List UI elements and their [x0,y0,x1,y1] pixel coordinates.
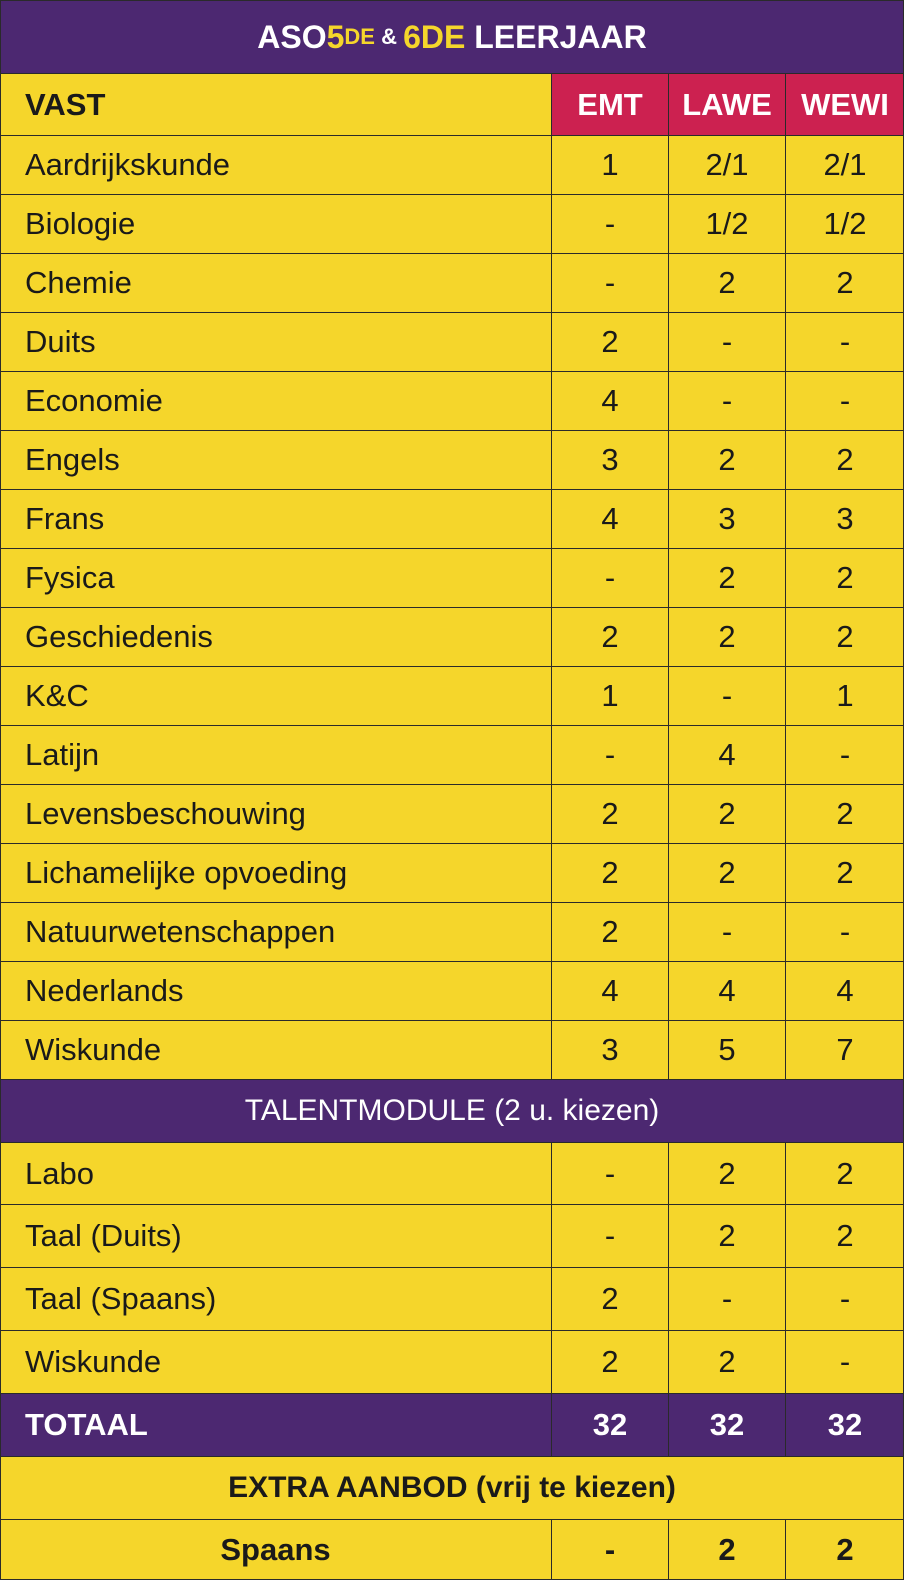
wewi-cell: 1/2 [823,206,867,241]
emt-cell: 2 [552,903,669,961]
wewi-cell: 2 [836,560,854,595]
title-number-6: 6 [403,18,421,55]
lawe-cell: 2 [669,549,786,607]
subject-cell: Nederlands [0,962,552,1020]
lawe-cell: 2 [669,785,786,843]
subject-cell: Economie [0,372,552,430]
emt-cell: - [552,726,669,784]
subject-cell: Wiskunde [0,1021,552,1079]
wewi-cell: 2 [836,619,854,654]
wewi-cell: 7 [836,1032,854,1067]
lawe-cell: - [669,667,786,725]
subject-cell: Aardrijkskunde [0,136,552,194]
talentmodule-label: TALENTMODULE (2 u. kiezen) [244,1094,660,1127]
subject-cell: Natuurwetenschappen [0,903,552,961]
extra-aanbod-header [0,1457,904,1520]
emt-cell: - [552,1520,669,1580]
table-row [0,1331,904,1394]
emt-cell: 2 [552,785,669,843]
table-row [0,962,904,1021]
table-row [0,490,904,549]
lawe-cell: 2 [669,431,786,489]
lawe-cell: 4 [669,726,786,784]
subject-cell: Geschiedenis [0,608,552,666]
total-label: TOTAAL [0,1394,552,1456]
wewi-cell: - [839,914,851,949]
wewi-cell: - [839,1281,851,1316]
title-part2: LEERJAAR [465,18,647,55]
emt-cell: 4 [552,490,669,548]
header-emt: EMT [552,74,669,135]
extra-row [0,1520,904,1580]
table-row [0,136,904,195]
wewi-cell: 4 [836,973,854,1008]
subject-cell: Lichamelijke opvoeding [0,844,552,902]
table-row [0,254,904,313]
table-row [0,903,904,962]
wewi-cell: 2 [836,1532,854,1567]
table-row [0,1143,904,1205]
table-row [0,431,904,490]
wewi-cell: - [839,737,851,772]
subject-cell: Chemie [0,254,552,312]
wewi-cell: 2 [836,796,854,831]
wewi-cell: 2 [836,1218,854,1253]
subject-cell: K&C [0,667,552,725]
title-suffix-2: DE [420,18,466,55]
emt-cell: - [552,1143,669,1204]
lawe-cell: 1/2 [669,195,786,253]
total-wewi: 32 [827,1407,863,1442]
header-lawe: LAWE [669,74,786,135]
lawe-cell: - [669,903,786,961]
table-row [0,785,904,844]
header-vast: VAST [0,74,552,135]
emt-cell: 2 [552,313,669,371]
wewi-cell: 2/1 [823,147,867,182]
lawe-cell: - [669,372,786,430]
emt-cell: - [552,1205,669,1267]
table-row [0,726,904,785]
title-number-5: 5 [326,18,345,55]
lawe-cell: 2 [669,254,786,312]
emt-cell: 2 [552,844,669,902]
emt-cell: 1 [552,136,669,194]
lawe-cell: - [669,1268,786,1330]
header-wewi: WEWI [786,74,904,135]
emt-cell: 1 [552,667,669,725]
subject-cell: Wiskunde [0,1331,552,1393]
wewi-cell: 2 [836,442,854,477]
subject-cell: Frans [0,490,552,548]
emt-cell: - [552,549,669,607]
emt-cell: - [552,254,669,312]
title-ampersand: & [374,24,404,49]
emt-cell: 4 [552,962,669,1020]
wewi-cell: 3 [836,501,854,536]
table-row [0,313,904,372]
title-suffix-1: DE [344,24,375,49]
lawe-cell: 2 [669,1520,786,1580]
table-row [0,1205,904,1268]
wewi-cell: - [839,383,851,418]
lawe-cell: 3 [669,490,786,548]
lawe-cell: 2 [669,1331,786,1393]
table-row [0,1268,904,1331]
lawe-cell: 5 [669,1021,786,1079]
subject-cell: Spaans [0,1520,552,1580]
emt-cell: - [552,195,669,253]
subject-cell: Engels [0,431,552,489]
header-row [0,74,904,136]
title-part1: ASO [257,18,327,55]
table-title [0,0,904,74]
subject-cell: Taal (Spaans) [0,1268,552,1330]
total-lawe: 32 [669,1394,786,1456]
emt-cell: 4 [552,372,669,430]
table-row [0,844,904,903]
emt-cell: 2 [552,1268,669,1330]
table-row [0,1021,904,1080]
subject-cell: Latijn [0,726,552,784]
lawe-cell: 2 [669,1143,786,1204]
lawe-cell: - [669,313,786,371]
wewi-cell: 1 [836,678,854,713]
subject-cell: Levensbeschouwing [0,785,552,843]
wewi-cell: 2 [836,855,854,890]
table-row [0,549,904,608]
extra-aanbod-label: EXTRA AANBOD (vrij te kiezen) [228,1471,676,1504]
emt-cell: 3 [552,431,669,489]
subject-cell: Biologie [0,195,552,253]
lawe-cell: 2 [669,844,786,902]
wewi-cell: - [839,324,851,359]
wewi-cell: 2 [836,265,854,300]
table-row [0,195,904,254]
wewi-cell: - [839,1344,851,1379]
subject-cell: Taal (Duits) [0,1205,552,1267]
lawe-cell: 2 [669,1205,786,1267]
total-row [0,1394,904,1457]
lawe-cell: 4 [669,962,786,1020]
table-row [0,667,904,726]
subject-cell: Labo [0,1143,552,1204]
emt-cell: 2 [552,608,669,666]
subject-cell: Fysica [0,549,552,607]
total-emt: 32 [552,1394,669,1456]
emt-cell: 3 [552,1021,669,1079]
subject-cell: Duits [0,313,552,371]
talentmodule-header [0,1080,904,1143]
table-row [0,372,904,431]
lawe-cell: 2 [669,608,786,666]
wewi-cell: 2 [836,1155,854,1191]
lawe-cell: 2/1 [669,136,786,194]
table-row [0,608,904,667]
emt-cell: 2 [552,1331,669,1393]
